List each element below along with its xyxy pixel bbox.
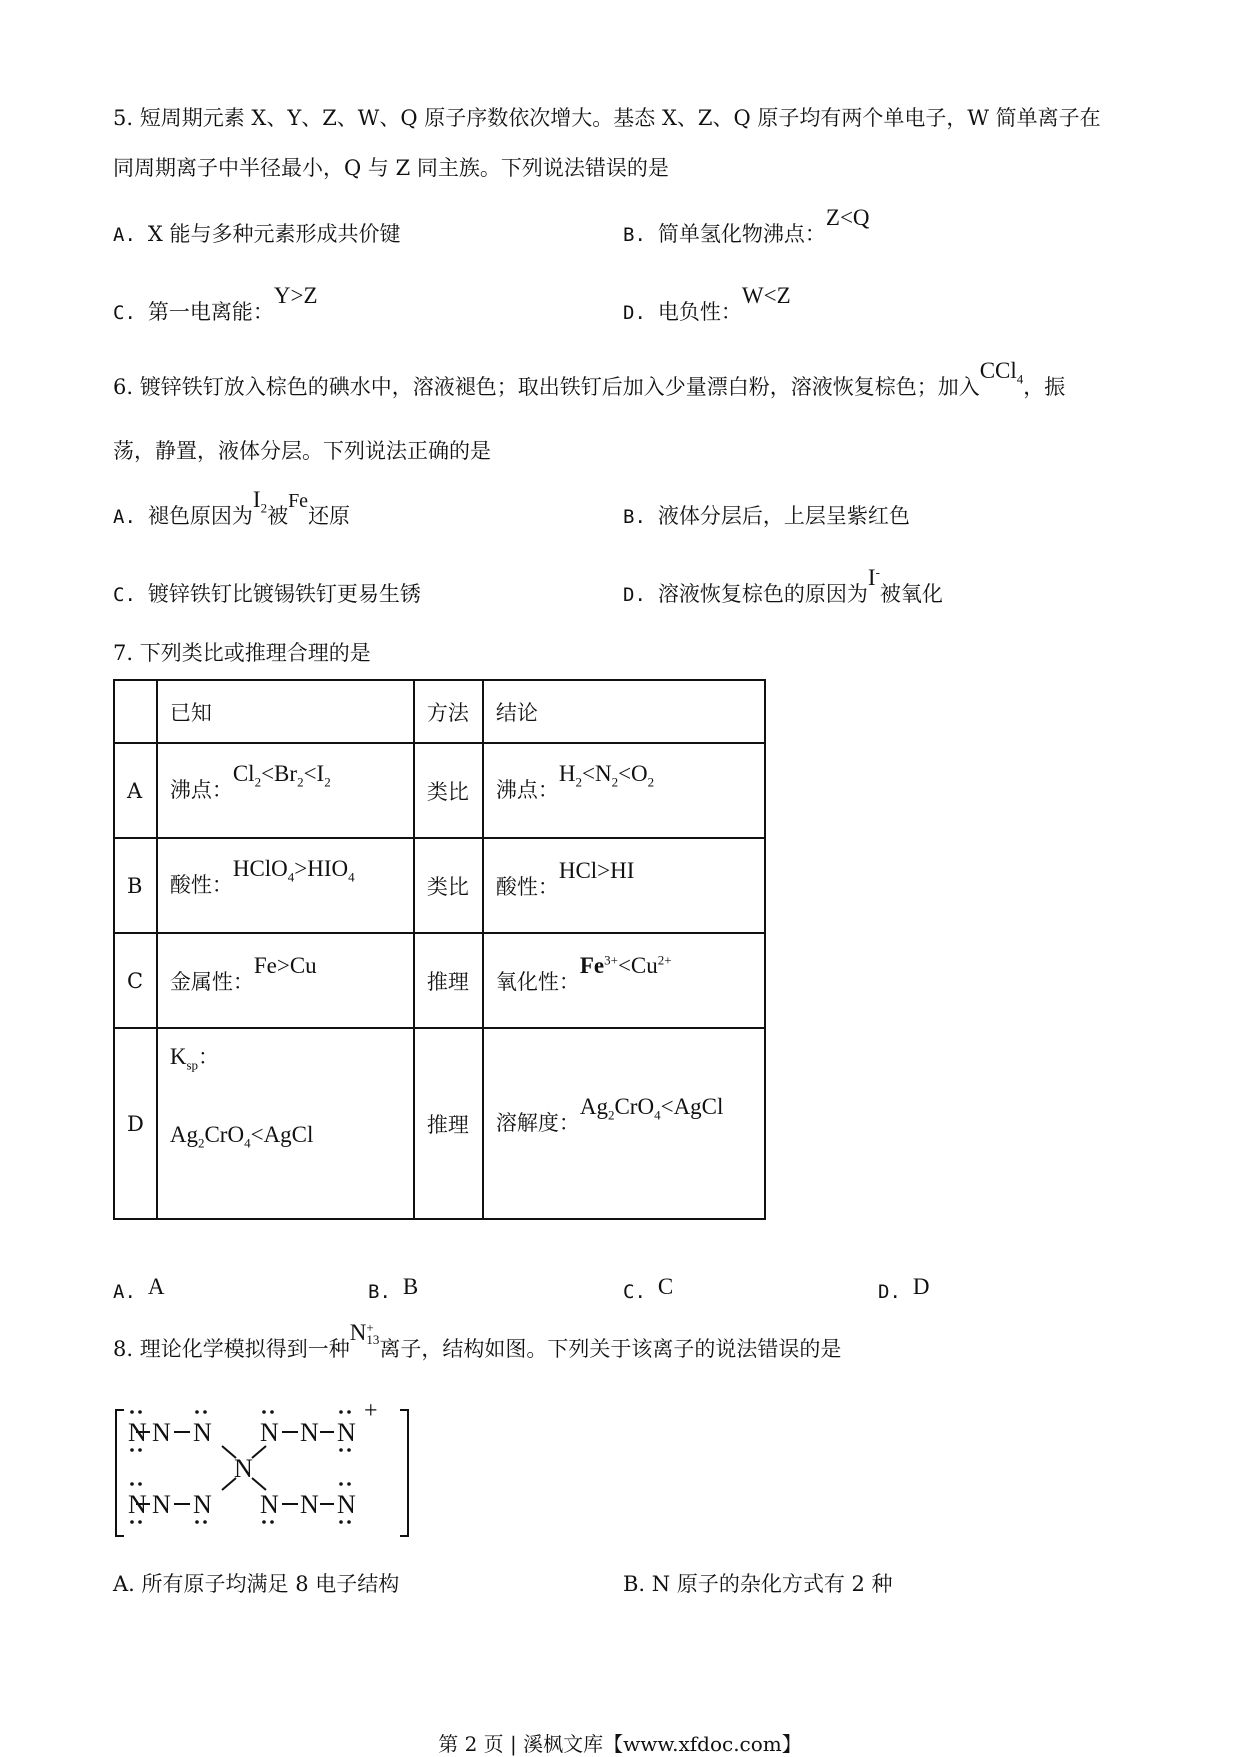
charge-sign: + bbox=[364, 1398, 378, 1424]
n13-structure-diagram bbox=[112, 1398, 432, 1548]
row-label: D bbox=[114, 1028, 157, 1219]
i2-formula: $I_2$ bbox=[252, 487, 268, 516]
iodide-formula: I- bbox=[867, 564, 880, 590]
n-atom: N bbox=[128, 1418, 147, 1447]
q7-answer-b[interactable] bbox=[368, 1274, 419, 1304]
option-letter: B. bbox=[623, 506, 646, 528]
option-letter: C. bbox=[113, 584, 136, 606]
comparison-table bbox=[113, 679, 766, 1220]
option-text-end: 还原 bbox=[308, 504, 351, 528]
q6-stem-text-end: ，振 bbox=[1023, 375, 1066, 399]
row-label: C bbox=[114, 933, 157, 1028]
option-text-end: 被氧化 bbox=[879, 582, 943, 606]
q7-stem: 7. 下列类比或推理合理的是 bbox=[113, 641, 371, 665]
option-letter: D. bbox=[623, 302, 646, 324]
option-letter: A. bbox=[113, 506, 136, 528]
known-formula: $Ag_2CrO_4<AgCl$ bbox=[169, 1121, 314, 1151]
conclusion-formula: HCl>HI bbox=[558, 857, 635, 883]
n-atom: N bbox=[260, 1490, 279, 1519]
table-row bbox=[114, 838, 765, 933]
option-letter: A. bbox=[113, 224, 136, 246]
n-atom: N bbox=[128, 1490, 147, 1519]
table-row bbox=[114, 1028, 765, 1219]
conclusion-cell: 沸点：$H_2<N_2<O_2$ bbox=[483, 743, 765, 838]
known-formula: $HClO_4>HIO_4$ bbox=[232, 856, 355, 885]
option-text: B bbox=[402, 1274, 419, 1299]
conclusion-cell: 溶解度：$Ag_2CrO_4<AgCl$ bbox=[483, 1028, 765, 1219]
option-text: 溶液恢复棕色的原因为 bbox=[657, 582, 868, 606]
n-atom: N bbox=[152, 1418, 171, 1447]
q8-option-b[interactable]: B. N 原子的杂化方式有 2 种 bbox=[623, 1572, 893, 1596]
option-text: 褪色原因为 bbox=[147, 504, 253, 528]
option-formula: Z<Q bbox=[825, 205, 870, 230]
q7-answer-c[interactable] bbox=[623, 1274, 674, 1304]
option-formula: W<Z bbox=[741, 283, 791, 308]
option-letter: B. bbox=[368, 1281, 391, 1303]
table-header-cell: 已知 bbox=[157, 680, 414, 743]
conclusion-cell: 氧化性：$Fe^{3+}<Cu^{2+}$ bbox=[483, 933, 765, 1028]
n-atom: N bbox=[193, 1490, 212, 1519]
q8-stem-text-end: 离子，结构如图。下列关于该离子的说法错误的是 bbox=[379, 1337, 842, 1361]
option-text: X 能与多种元素形成共价键 bbox=[147, 222, 401, 246]
ccl4-formula: CCl$_4$ bbox=[979, 358, 1024, 387]
option-text: 第一电离能： bbox=[147, 300, 274, 324]
q5-option-d[interactable] bbox=[623, 283, 791, 326]
option-text: 电负性： bbox=[657, 300, 742, 324]
q6-stem-line1 bbox=[113, 358, 1066, 411]
conclusion-formula: $Fe^{3+}<Cu^{2+}$ bbox=[579, 951, 672, 978]
n-atom: N bbox=[193, 1418, 212, 1447]
table-header-cell: 方法 bbox=[414, 680, 483, 743]
conclusion-formula: $H_2<N_2<O_2$ bbox=[558, 761, 655, 790]
q8-stem-text: 8. 理论化学模拟得到一种 bbox=[113, 1337, 350, 1361]
q6-option-c[interactable] bbox=[113, 578, 421, 608]
method-cell: 类比 bbox=[414, 838, 483, 933]
option-formula: Y>Z bbox=[273, 283, 318, 308]
table-header-row bbox=[114, 680, 765, 743]
q5-option-b[interactable] bbox=[623, 205, 870, 248]
table-row bbox=[114, 933, 765, 1028]
q5-stem-line2: 同周期离子中半径最小，Q 与 Z 同主族。下列说法错误的是 bbox=[113, 156, 669, 180]
option-text: 简单氢化物沸点： bbox=[657, 222, 826, 246]
known-cell: 沸点：$Cl_2<Br_2<I_2$ bbox=[157, 743, 414, 838]
option-letter: C. bbox=[623, 1281, 646, 1303]
known-cell: $K_{sp}$： $Ag_2CrO_4<AgCl$ bbox=[157, 1028, 414, 1219]
n-atom: N bbox=[337, 1418, 356, 1447]
option-text: 液体分层后，上层呈紫红色 bbox=[657, 504, 910, 528]
page-footer: 第 2 页 | 溪枫文库【www.xfdoc.com】 bbox=[438, 1732, 802, 1756]
option-text-mid: 被 bbox=[267, 504, 289, 528]
n-atom: N bbox=[300, 1490, 319, 1519]
option-letter: B. bbox=[623, 224, 646, 246]
q7-answer-a[interactable] bbox=[113, 1274, 165, 1304]
method-cell: 类比 bbox=[414, 743, 483, 838]
n-atom: N bbox=[152, 1490, 171, 1519]
option-letter: D. bbox=[878, 1281, 901, 1303]
q8-stem bbox=[113, 1320, 842, 1364]
conclusion-formula: $Ag_2CrO_4<AgCl$ bbox=[579, 1094, 724, 1123]
n-atom-center: N bbox=[234, 1454, 253, 1483]
method-cell: 推理 bbox=[414, 933, 483, 1028]
ksp-symbol: $K_{sp}$ bbox=[169, 1044, 199, 1073]
row-label: B bbox=[114, 838, 157, 933]
option-letter: D. bbox=[623, 584, 646, 606]
q6-option-d[interactable] bbox=[623, 564, 943, 608]
option-text: 镀锌铁钉比镀锡铁钉更易生锈 bbox=[147, 582, 421, 606]
known-formula: $Cl_2<Br_2<I_2$ bbox=[232, 761, 331, 790]
q6-option-b[interactable] bbox=[623, 500, 910, 530]
option-text: C bbox=[657, 1274, 674, 1299]
option-letter: C. bbox=[113, 302, 136, 324]
n-atom: N bbox=[337, 1490, 356, 1519]
q6-stem-text: 6. 镀锌铁钉放入棕色的碘水中，溶液褪色；取出铁钉后加入少量漂白粉，溶液恢复棕色；加入 bbox=[113, 375, 980, 399]
n-atom: N bbox=[300, 1418, 319, 1447]
q6-option-a[interactable] bbox=[113, 487, 351, 533]
known-cell: 酸性：$HClO_4>HIO_4$ bbox=[157, 838, 414, 933]
table-header-cell bbox=[114, 680, 157, 743]
q5-option-a[interactable] bbox=[113, 218, 401, 248]
method-cell: 推理 bbox=[414, 1028, 483, 1219]
table-row bbox=[114, 743, 765, 838]
conclusion-cell: 酸性：HCl>HI bbox=[483, 838, 765, 933]
q6-stem-line2: 荡，静置，液体分层。下列说法正确的是 bbox=[113, 439, 491, 463]
row-label: A bbox=[114, 743, 157, 838]
fe-formula: Fe bbox=[288, 490, 309, 512]
n13-formula: N + 13 bbox=[349, 1320, 380, 1347]
q8-option-a[interactable]: A. 所有原子均满足 8 电子结构 bbox=[113, 1572, 400, 1596]
n-atom: N bbox=[260, 1418, 279, 1447]
q5-option-c[interactable] bbox=[113, 283, 318, 326]
option-text: A bbox=[147, 1274, 165, 1299]
q7-answer-d[interactable] bbox=[878, 1274, 930, 1304]
q5-stem-line1: 5. 短周期元素 X、Y、Z、W、Q 原子序数依次增大。基态 X、Z、Q 原子均有两个单电子，W 简单离子在 bbox=[113, 106, 1101, 130]
known-formula: Fe>Cu bbox=[253, 952, 317, 978]
table-header-cell: 结论 bbox=[483, 680, 765, 743]
option-letter: A. bbox=[113, 1281, 136, 1303]
option-text: D bbox=[912, 1274, 930, 1299]
known-cell: 金属性：Fe>Cu bbox=[157, 933, 414, 1028]
